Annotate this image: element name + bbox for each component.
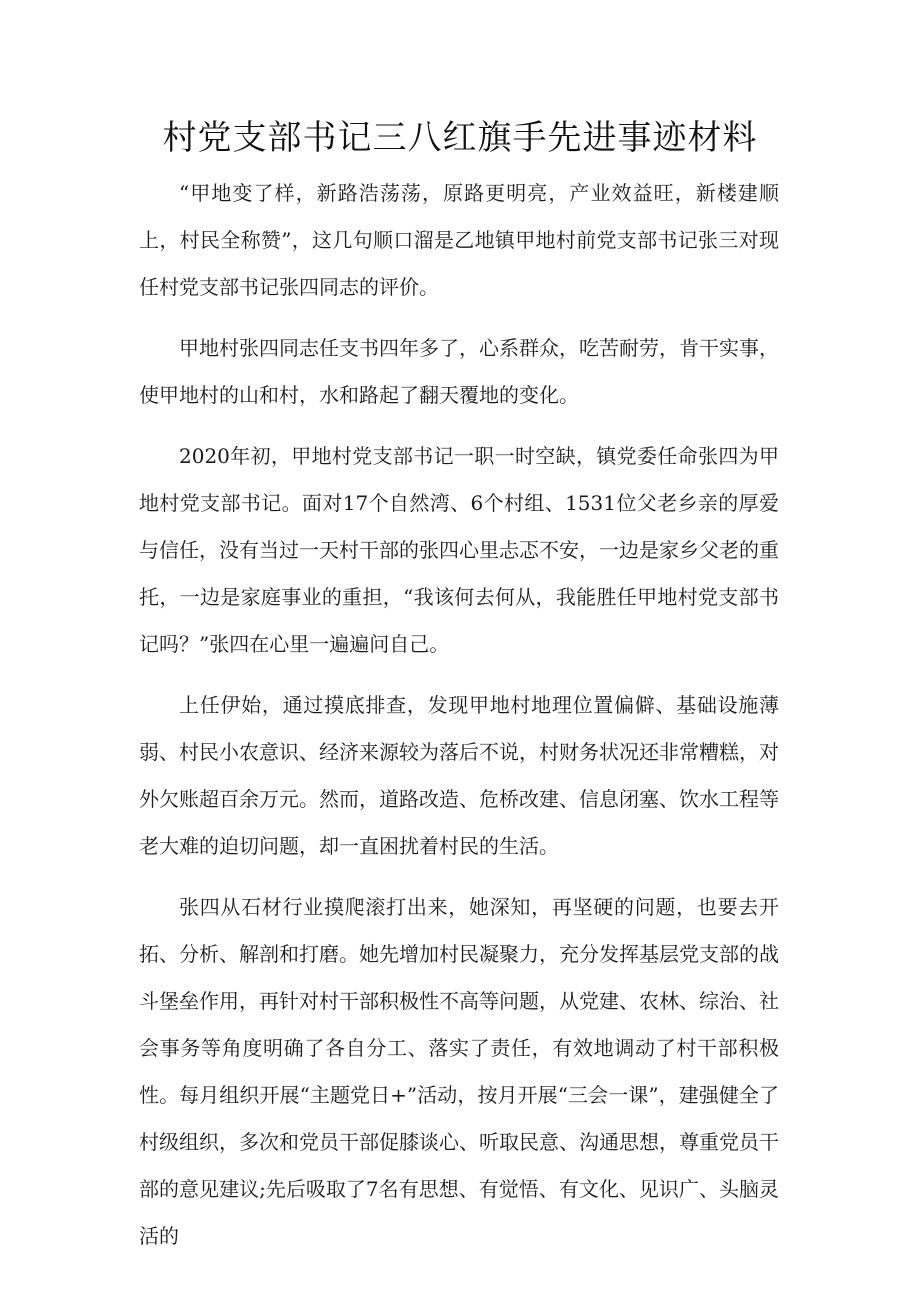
paragraph-2: 甲地村张四同志任支书四年多了，心系群众，吃苦耐劳，肯干实事，使甲地村的山和村，水和路起了翻天覆地的变化。 [139,336,779,407]
document-body [139,170,779,1274]
paragraph-1: “甲地变了样，新路浩荡荡，原路更明亮，产业效益旺，新楼建顺上，村民全称赞”，这几句顺口溜是乙地镇甲地村前党支部书记张三对现任村党支部书记张四同志的评价。 [139,181,779,299]
paragraph-3: 2020年初，甲地村党支部书记一职一时空缺，镇党委任命张四为甲地村党支部书记。面对17个自然湾、6个村组、1531位父老乡亲的厚爱与信任，没有当过一天村干部的张四心里忐忑不安，一边是家乡父老的重托，一边是家庭事业的重担，“我该何去何从，我能胜任甲地村党支部书记吗？”张四在心里一遍遍问自己。 [139,444,779,656]
paragraph-5: 张四从石材行业摸爬滚打出来，她深知，再坚硬的问题，也要去开拓、分析、解剖和打磨。她先增加村民凝聚力，充分发挥基层党支部的战斗堡垒作用，再针对村干部积极性不高等问题，从党建、农林、综治、社会事务等角度明确了各自分工、落实了责任，有效地调动了村干部积极性。每月组织开展“主题党日+”活动，按月开展“三会一课”，建强健全了村级组织，多次和党员干部促膝谈心、听取民意、沟通思想，尊重党员干部的意见建议;先后吸取了7名有思想、有觉悟、有文化、见识广、头脑灵活的 [139,895,779,1248]
document-title: 村党支部书记三八红旗手先进事迹材料 [162,118,758,158]
paragraph-4: 上任伊始，通过摸底排查，发现甲地村地理位置偏僻、基础设施薄弱、村民小农意识、经济来源较为落后不说，村财务状况还非常糟糕，对外欠账超百余万元。然而，道路改造、危桥改建、信息闭塞、饮水工程等老大难的迫切问题，却一直困扰着村民的生活。 [139,693,779,858]
